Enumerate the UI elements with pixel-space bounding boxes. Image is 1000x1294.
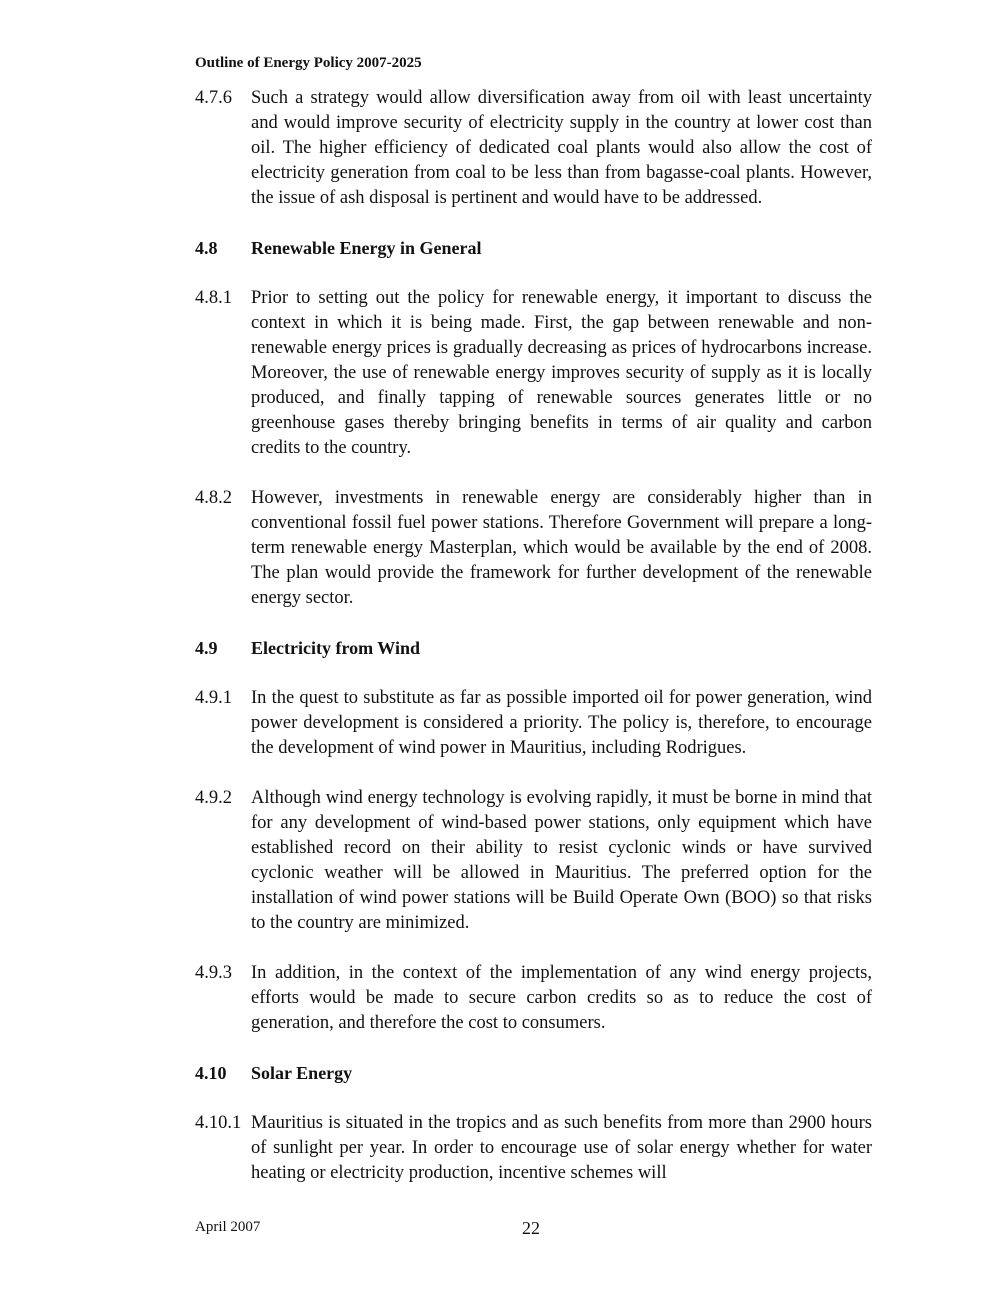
paragraph-text: Although wind energy technology is evolving rapidly, it must be borne in mind that for any development of wind-based power stations, only equipment which have established record on their ability to resist cyclonic winds or have survived cyclonic weather will be allowed in Mauritius. The preferred option for the installation of wind power stations will be Build Operate Own (BOO) so that risks to the country are minimized. [251,788,872,933]
section-heading-4-10 [195,1061,872,1086]
paragraph-number: 4.9.2 [195,788,232,808]
section-title: Electricity from Wind [251,638,420,658]
paragraph-number: 4.8.1 [195,288,232,308]
page-number: 22 [522,1218,540,1238]
paragraph-4-8-1 [195,286,872,461]
section-number: 4.8 [195,238,218,258]
paragraph-text: In addition, in the context of the implementation of any wind energy projects, efforts would be made to secure carbon credits so as to reduce the cost of generation, and therefore the cost to consumers. [251,963,872,1033]
paragraph-number: 4.9.1 [195,688,232,708]
page-header: Outline of Energy Policy 2007-2025 [195,55,422,71]
paragraph-text: Mauritius is situated in the tropics and as such benefits from more than 2900 hours of sunlight per year. In order to encourage use of solar energy whether for water heating or electricity production, incentive schemes will [251,1113,872,1183]
paragraph-4-9-3 [195,961,872,1036]
paragraph-number: 4.10.1 [195,1113,242,1133]
section-heading-4-8 [195,236,872,261]
section-title: Renewable Energy in General [251,238,482,258]
paragraph-4-9-2 [195,786,872,936]
paragraph-4-9-1 [195,686,872,761]
section-number: 4.10 [195,1063,227,1083]
section-number: 4.9 [195,638,218,658]
section-heading-4-9 [195,636,872,661]
paragraph-4-7-6 [195,86,872,211]
document-body [195,86,886,1211]
paragraph-number: 4.7.6 [195,88,232,108]
footer-date: April 2007 [195,1219,261,1235]
paragraph-text: In the quest to substitute as far as possible imported oil for power generation, wind power development is considered a priority. The policy is, therefore, to encourage the development of wind power in Mauritius, including Rodrigues. [251,688,872,758]
paragraph-text: Prior to setting out the policy for renewable energy, it important to discuss the context in which it is being made. First, the gap between renewable and non-renewable energy prices is gradually decreasing as prices of hydrocarbons increase. Moreover, the use of renewable energy improves security of supply as it is locally produced, and finally tapping of renewable sources generates little or no greenhouse gases thereby bringing benefits in terms of air quality and carbon credits to the country. [251,288,872,458]
paragraph-text: Such a strategy would allow diversification away from oil with least uncertainty and would improve security of electricity supply in the country at lower cost than oil. The higher efficiency of dedicated coal plants would also allow the cost of electricity generation from coal to be less than from bagasse-coal plants. However, the issue of ash disposal is pertinent and would have to be addressed. [251,88,872,208]
paragraph-number: 4.8.2 [195,488,232,508]
paragraph-4-10-1 [195,1111,872,1186]
paragraph-4-8-2 [195,486,886,611]
paragraph-number: 4.9.3 [195,963,232,983]
section-title: Solar Energy [251,1063,353,1083]
paragraph-text: However, investments in renewable energy are considerably higher than in conventional fossil fuel power stations. Therefore Government will prepare a long-term renewable energy Masterplan, which would be available by the end of 2008. The plan would provide the framework for further development of the renewable energy sector. [251,488,886,608]
